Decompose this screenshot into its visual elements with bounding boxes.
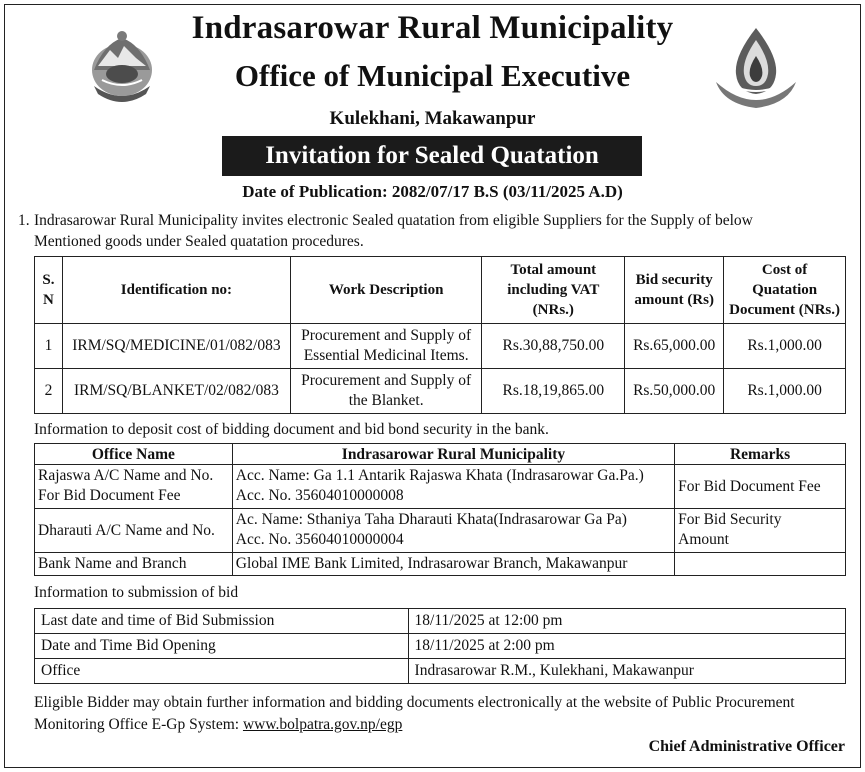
row-document-cost: Rs.1,000.00 xyxy=(724,324,846,369)
submission-value: 18/11/2025 at 2:00 pm xyxy=(408,634,845,659)
table-row xyxy=(35,659,846,684)
row-total-amount: Rs.18,19,865.00 xyxy=(482,369,625,414)
submission-value: Indrasarowar R.M., Kulekhani, Makawanpur xyxy=(408,659,845,684)
signature-title: Chief Administrative Officer xyxy=(648,738,845,755)
intro-line-2: Mentioned goods under Sealed quatation procedures. xyxy=(34,233,364,250)
bank-info-table xyxy=(34,443,846,576)
row-remarks: For Bid Document Fee xyxy=(675,465,846,509)
row-sn: 2 xyxy=(35,369,63,414)
goods-table xyxy=(34,256,846,414)
row-account-detail: Global IME Bank Limited, Indrasarowar Branch, Makawanpur xyxy=(232,553,674,576)
row-identification: IRM/SQ/BLANKET/02/082/083 xyxy=(62,369,290,414)
row-work-description: Procurement and Supply of the Blanket. xyxy=(290,369,482,414)
row-office-name: Bank Name and Branch xyxy=(35,553,233,576)
row-remarks xyxy=(675,553,846,576)
row-account-detail: Ac. Name: Sthaniya Taha Dharauti Khata(Indrasarowar Ga Pa) Acc. No. 35604010000004 xyxy=(232,509,674,553)
header-total-amount: Total amount including VAT (NRs.) xyxy=(482,257,625,324)
header-document-cost: Cost of Quatation Document (NRs.) xyxy=(724,257,846,324)
table-row xyxy=(35,369,846,414)
submission-label: Date and Time Bid Opening xyxy=(35,634,409,659)
header-identification: Identification no: xyxy=(62,257,290,324)
egp-website-link[interactable]: www.bolpatra.gov.np/egp xyxy=(242,716,403,733)
row-office-name: Rajaswa A/C Name and No. For Bid Document Fee xyxy=(35,465,233,509)
table-row xyxy=(35,465,846,509)
intro-line-1: Indrasarowar Rural Municipality invites electronic Sealed quatation from eligible Suppliers for the Supply of below xyxy=(34,212,753,229)
row-document-cost: Rs.1,000.00 xyxy=(724,369,846,414)
header-work-description: Work Description xyxy=(290,257,482,324)
row-identification: IRM/SQ/MEDICINE/01/082/083 xyxy=(62,324,290,369)
table-row xyxy=(35,553,846,576)
submission-label: Office xyxy=(35,659,409,684)
row-sn: 1 xyxy=(35,324,63,369)
table-row xyxy=(35,509,846,553)
header-office-name: Office Name xyxy=(35,444,233,465)
table-row xyxy=(35,634,846,659)
notice-banner: Invitation for Sealed Quatation xyxy=(222,136,642,176)
table-row xyxy=(35,609,846,634)
municipality-title: Indrasarowar Rural Municipality xyxy=(191,10,674,46)
footer-line-2: Monitoring Office E-Gp System: xyxy=(34,716,243,733)
office-title: Office of Municipal Executive xyxy=(234,58,631,93)
footer-paragraph xyxy=(34,692,848,736)
row-bid-security: Rs.65,000.00 xyxy=(625,324,724,369)
header-sn: S. N xyxy=(35,257,63,324)
bank-table-header xyxy=(35,444,846,465)
table-row xyxy=(35,324,846,369)
row-office-name: Dharauti A/C Name and No. xyxy=(35,509,233,553)
bank-info-caption: Information to deposit cost of bidding document and bid bond security in the bank. xyxy=(34,421,549,438)
row-work-description: Procurement and Supply of Essential Medicinal Items. xyxy=(290,324,482,369)
row-bid-security: Rs.50,000.00 xyxy=(625,369,724,414)
row-account-detail: Acc. Name: Ga 1.1 Antarik Rajaswa Khata (Indrasarowar Ga.Pa.) Acc. No. 35604010000008 xyxy=(232,465,674,509)
header-remarks: Remarks xyxy=(675,444,846,465)
header-bid-security: Bid security amount (Rs) xyxy=(625,257,724,324)
submission-table xyxy=(34,608,846,684)
header-municipality: Indrasarowar Rural Municipality xyxy=(232,444,674,465)
submission-caption: Information to submission of bid xyxy=(34,584,239,601)
footer-line-1: Eligible Bidder may obtain further information and bidding documents electronically at the website of Public Procurement xyxy=(34,694,795,711)
location-line: Kulekhani, Makawanpur xyxy=(329,108,536,129)
intro-paragraph xyxy=(18,210,848,252)
goods-table-header xyxy=(35,257,846,324)
submission-label: Last date and time of Bid Submission xyxy=(35,609,409,634)
row-remarks: For Bid Security Amount xyxy=(675,509,846,553)
row-total-amount: Rs.30,88,750.00 xyxy=(482,324,625,369)
publication-date: Date of Publication: 2082/07/17 B.S (03/11/2025 A.D) xyxy=(242,182,623,201)
intro-number: 1. xyxy=(18,212,30,229)
submission-value: 18/11/2025 at 12:00 pm xyxy=(408,609,845,634)
